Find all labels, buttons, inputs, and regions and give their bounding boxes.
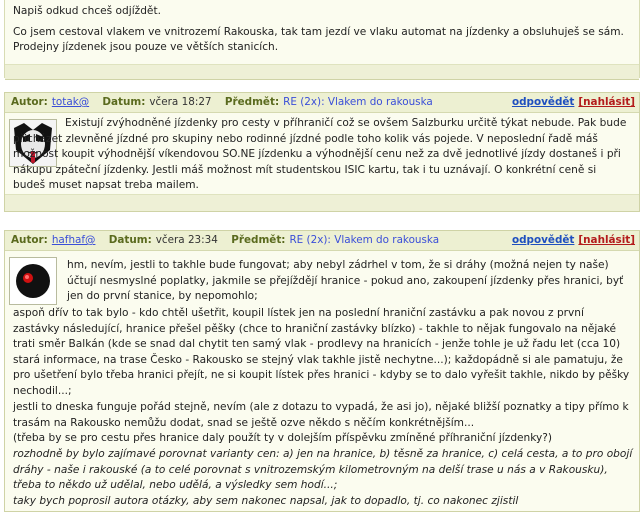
author-link[interactable]: hafhaf@ bbox=[51, 234, 96, 246]
subject-label: Předmět: bbox=[224, 96, 280, 108]
post-date: včera 23:34 bbox=[155, 234, 218, 246]
post-subject: RE (2x): Vlakem do rakouska bbox=[283, 96, 433, 108]
report-link[interactable]: [nahlásit] bbox=[578, 234, 635, 246]
previous-post-line: Napiš odkud chceš odjíždět. bbox=[13, 5, 161, 17]
forum-post bbox=[4, 230, 640, 512]
report-link[interactable]: [nahlásit] bbox=[578, 96, 635, 108]
reply-link[interactable]: odpovědět bbox=[511, 96, 575, 108]
subject-label: Předmět: bbox=[231, 234, 286, 246]
post-subject: RE (2x): Vlakem do rakouska bbox=[289, 234, 440, 246]
post-intro: hm, nevím, jestli to takhle bude fungovat; aby nebyl zádrhel v tom, že si dráhy (možná nejen ty naše) účtují nesmyslné poplatky, jakmile se přejíždějí hranice - pokud ano, zakoupení jízdenky přes hranici, byť jen do první stanice, by nepomohlo; bbox=[67, 259, 624, 303]
post-paragraph: jestli to dneska funguje pořád stejně, nevím (ale z dotazu to vypadá, že asi jo), nějaké bližší poznatky a tipy přímo k trasám na Rakousko nemůžu dodat, snad se ještě ozve někdo s něčím konkrétnějším... bbox=[13, 401, 629, 429]
previous-post-text: Co jsem cestoval vlakem ve vnitrozemí Rakouska, tak tam jezdí ve vlaku automat na jízdenky a obsluhuješ se sám. Prodejny jízdenek jsou pouze ve větších stanicích. bbox=[13, 26, 624, 53]
author-label: Autor: bbox=[11, 96, 48, 108]
post-paragraph: rozhodně by bylo zajímavé porovnat varianty cen: a) jen na hranice, b) těsně za hranice, c) celá cesta, a to pro obojí dráhy - naše i rakouské (a to celé porovnat s vnitrozemským kilometrovným na delší trase u nás a v Rakousku), bbox=[13, 448, 633, 476]
user-avatar-icon[interactable] bbox=[9, 257, 57, 305]
post-paragraph: taky bych poprosil autora otázky, aby sem nakonec napsal, jak to dopadlo, tj. co nakonec zjistil bbox=[13, 495, 519, 507]
previous-post-footer bbox=[5, 64, 639, 80]
post-header bbox=[5, 231, 639, 251]
date-label: Datum: bbox=[102, 96, 146, 108]
post-paragraph: (třeba by se pro cestu přes hranice daly použít ty v dolejším příspěvku zmíněné příhraniční jízdenky?) bbox=[13, 432, 553, 444]
date-label: Datum: bbox=[108, 234, 152, 246]
previous-post bbox=[4, 0, 640, 78]
author-label: Autor: bbox=[11, 234, 48, 246]
post-paragraph: třeba to někdo už udělal, nebo udělá, a výsledky sem hodí...; bbox=[13, 479, 338, 491]
post-paragraph: aspoň dřív to tak bylo - kdo chtěl ušetřit, koupil lístek jen na poslední hraniční zastávku a pak novou z první zastávky následující, hranice přešel pěšky (chce to hraniční zastávky blízko) - takhle to nějak fungovalo na nějaké trati směr Balkán (kde se snad dal chytit ten samý vlak - prodlevy na hranicích - jenže tohle je už řadu let (cca 10) stará informace, na trase Česko - Rakousko se stejný vlak takhle jistě nechytne...); každopádně si ale pamatuju, že pro ušetření bylo třeba hranici přejít, ne si koupit lístek přes hranici - kdyby se to dalo vyřešit takhle, nikdo by pěšky nechodil...; bbox=[13, 307, 630, 397]
reply-link[interactable]: odpovědět bbox=[511, 234, 575, 246]
post-date: včera 18:27 bbox=[149, 96, 212, 108]
author-link[interactable]: totak@ bbox=[51, 96, 90, 108]
forum-post bbox=[4, 92, 640, 212]
post-footer bbox=[5, 194, 639, 211]
post-header bbox=[5, 93, 639, 113]
post-text: Existují zvýhodněné jízdenky pro cesty v příhraničí což se ovšem Salzburku určitě týkat nebude. Pak bude přicházet zlevněné jízdné pro skupiny nebo rodinné jízdné podle toho kolik vás pojede. V neposlední řadě máš možnost koupit výhodnější víkendovou SO.NE jízdenku a výhodnější cenu než za dvě jednotlivé jízdy dostaneš i při nákupu zpáteční jízdenky. Jestli máš možnost mít studentskou ISIC kartu, tak i tu uznávají. O konkrétní ceně si budeš muset napsat treba mailem. bbox=[13, 117, 627, 192]
